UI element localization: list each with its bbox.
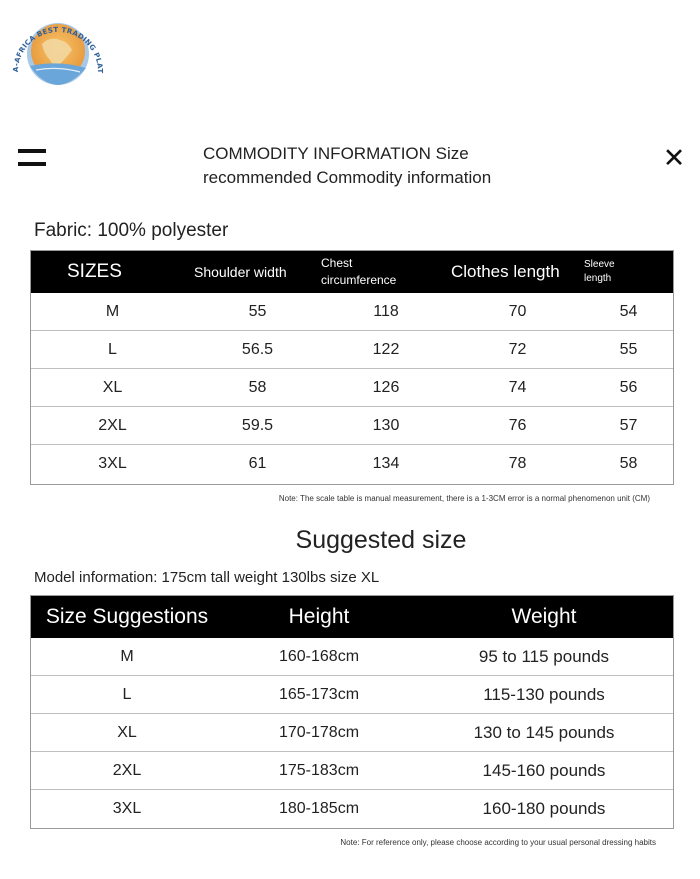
page-title-line-2: recommended Commodity information xyxy=(203,168,492,187)
fabric-info: Fabric: 100% polyester xyxy=(34,220,229,241)
company-logo xyxy=(6,6,106,96)
cell-length: 70 xyxy=(451,293,584,331)
header-shoulder-width: Shoulder width xyxy=(194,251,321,293)
cell-size: L xyxy=(31,331,194,369)
header-clothes-length: Clothes length xyxy=(451,251,584,293)
size-table-row xyxy=(31,445,673,483)
hamburger-menu-icon[interactable] xyxy=(18,149,46,169)
cell-chest: 118 xyxy=(321,293,451,331)
reference-note: Note: For reference only, please choose according to your usual personal dressing habits xyxy=(340,838,656,847)
cell-length: 78 xyxy=(508,454,527,472)
cell-size: M xyxy=(31,638,223,676)
cell-height: 180-185cm xyxy=(278,799,360,817)
size-table-row xyxy=(31,331,673,369)
cell-shoulder: 56.5 xyxy=(194,331,321,369)
measurement-note: Note: The scale table is manual measurement, there is a 1-3CM error is a normal phenomenon unit (CM) xyxy=(278,494,650,503)
cell-length: 72 xyxy=(451,331,584,369)
cell-size: 3XL xyxy=(98,454,127,472)
cell-sleeve: 56 xyxy=(584,369,673,407)
cell-chest: 122 xyxy=(321,331,451,369)
cell-length: 74 xyxy=(451,369,584,407)
cell-size: M xyxy=(31,293,194,331)
page-title-line-1: COMMODITY INFORMATION Size xyxy=(203,144,469,163)
cell-shoulder: 58 xyxy=(194,369,321,407)
header-chest-circumference xyxy=(321,251,451,293)
cell-sleeve: 57 xyxy=(584,407,673,445)
size-table-row xyxy=(31,293,673,331)
header-sleeve-line-2: length xyxy=(584,273,612,284)
cell-size: 2XL xyxy=(31,752,223,790)
cell-weight: 95 to 115 pounds xyxy=(415,638,673,676)
suggest-table-header-row xyxy=(31,596,673,638)
cell-height: 175-183cm xyxy=(223,752,415,790)
size-chart-table xyxy=(30,250,674,485)
header-chest-line-1: Chest xyxy=(321,256,353,270)
size-table-row xyxy=(31,369,673,407)
suggest-table-row xyxy=(31,676,673,714)
cell-chest: 134 xyxy=(372,454,400,472)
cell-weight: 130 to 145 pounds xyxy=(415,714,673,752)
cell-shoulder: 61 xyxy=(248,454,267,472)
header-sleeve-line-1: Sleeve xyxy=(584,259,615,270)
header-sleeve-length xyxy=(584,251,673,293)
header-sizes: SIZES xyxy=(31,251,194,293)
svg-text:CH A-AFRICA BEST TRADING PLA: A-AFRICA BEST TRADING PLAT xyxy=(11,25,105,74)
model-information: Model information: 175cm tall weight 130lbs size XL xyxy=(34,569,380,586)
size-table-header-row xyxy=(31,251,673,293)
suggest-table-row xyxy=(31,714,673,752)
page-title xyxy=(203,142,523,190)
cell-height: 165-173cm xyxy=(223,676,415,714)
header-weight: Weight xyxy=(415,596,673,638)
cell-weight: 145-160 pounds xyxy=(415,752,673,790)
cell-size: L xyxy=(31,676,223,714)
close-icon[interactable]: ✕ xyxy=(662,143,686,173)
cell-size: XL xyxy=(31,369,194,407)
size-table-row xyxy=(31,407,673,445)
header-chest-line-2: circumference xyxy=(321,273,397,287)
cell-size: 3XL xyxy=(112,799,142,817)
header-height: Height xyxy=(223,596,415,638)
suggest-table-row xyxy=(31,790,673,828)
cell-chest: 126 xyxy=(321,369,451,407)
cell-height: 170-178cm xyxy=(223,714,415,752)
cell-shoulder: 55 xyxy=(194,293,321,331)
cell-height: 160-168cm xyxy=(223,638,415,676)
cell-sleeve: 58 xyxy=(619,454,638,472)
cell-shoulder: 59.5 xyxy=(194,407,321,445)
suggested-size-title: Suggested size xyxy=(295,526,467,554)
cell-weight: 160-180 pounds xyxy=(482,798,606,818)
cell-sleeve: 55 xyxy=(584,331,673,369)
cell-size: 2XL xyxy=(31,407,194,445)
cell-length: 76 xyxy=(451,407,584,445)
cell-chest: 130 xyxy=(321,407,451,445)
size-suggestion-table xyxy=(30,595,674,829)
suggest-table-row xyxy=(31,638,673,676)
suggest-table-row xyxy=(31,752,673,790)
cell-sleeve: 54 xyxy=(584,293,673,331)
cell-size: XL xyxy=(31,714,223,752)
cell-weight: 115-130 pounds xyxy=(415,676,673,714)
header-size-suggestions: Size Suggestions xyxy=(31,596,223,638)
